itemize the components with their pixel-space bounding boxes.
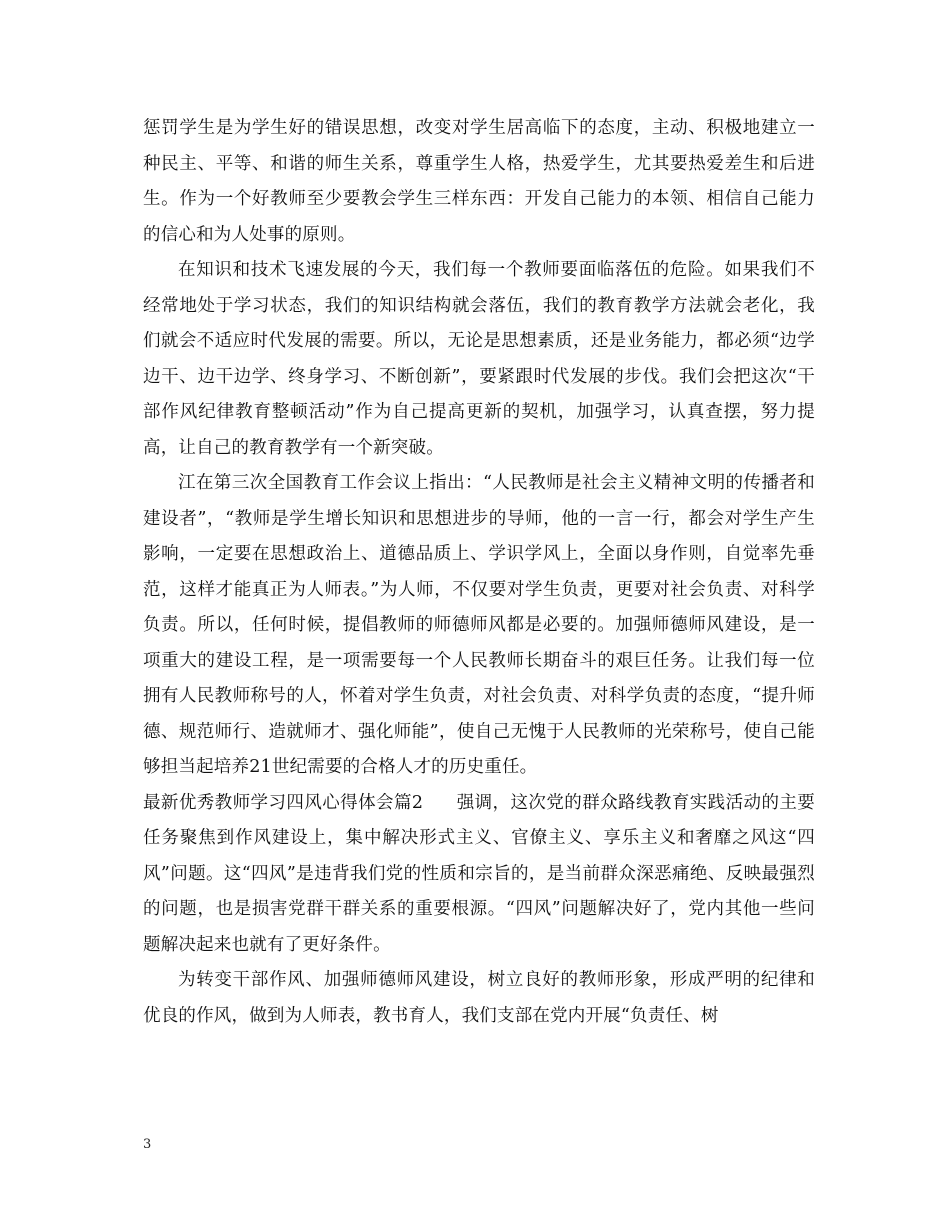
section-paragraph [143, 786, 815, 964]
paragraph-1: 惩罚学生是为学生好的错误思想，改变对学生居高临下的态度，主动、积极地建立一种民主、平等、和谐的师生关系，尊重学生人格，热爱学生，尤其要热爱差生和后进生。作为一个好教师至少要教会学生三样东西：开发自己能力的本领、相信自己能力的信心和为人处事的原则。 [143, 118, 815, 245]
paragraph-3: 江在第三次全国教育工作会议上指出：“人民教师是社会主义精神文明的传播者和建设者”，“教师是学生增长知识和思想进步的导师，他的一言一行，都会对学生产生影响，一定要在思想政治上、道德品质上、学识学风上，全面以身作则，自觉率先垂范，这样才能真正为人师表。”为人师，不仅要对学生负责，更要对社会负责、对科学负责。所以，任何时候，提倡教师的师德师风都是必要的。加强师德师风建设，是一项重大的建设工程，是一项需要每一个人民教师长期奋斗的艰巨任务。让我们每一位拥有人民教师称号的人，怀着对学生负责，对社会负责、对科学负责的态度，“提升师德、规范师行、造就师才、强化师能”，使自己无愧于人民教师的光荣称号，使自己能够担当起培养21世纪需要的合格人才的历史重任。 [143, 473, 815, 777]
page-number: 3 [143, 1137, 152, 1152]
paragraph-2: 在知识和技术飞速发展的今天，我们每一个教师要面临落伍的危险。如果我们不经常地处于学习状态，我们的知识结构就会落伍，我们的教育教学方法就会老化，我们就会不适应时代发展的需要。所以，无论是思想素质，还是业务能力，都必须“边学边干、边干边学、终身学习、不断创新”，要紧跟时代发展的步伐。我们会把这次“干部作风纪律教育整顿活动”作为自己提高更新的契机，加强学习，认真查摆，努力提高，让自己的教育教学有一个新突破。 [143, 260, 815, 458]
section-heading: 最新优秀教师学习四风心得体会篇2 [143, 792, 424, 813]
document-body [143, 111, 815, 1034]
paragraph-final: 为转变干部作风、加强师德师风建设，树立良好的教师形象，形成严明的纪律和优良的作风，做到为人师表，教书育人，我们支部在党内开展“负责任、树 [143, 970, 815, 1026]
section-text: 强调，这次党的群众路线教育实践活动的主要任务聚焦到作风建设上，集中解决形式主义、官僚主义、享乐主义和奢靡之风这“四风”问题。这“四风”是违背我们党的性质和宗旨的，是当前群众深恶痛绝、反映最强烈的问题，也是损害党群干群关系的重要根源。“四风”问题解决好了，党内其他一些问题解决起来也就有了更好条件。 [143, 792, 816, 955]
